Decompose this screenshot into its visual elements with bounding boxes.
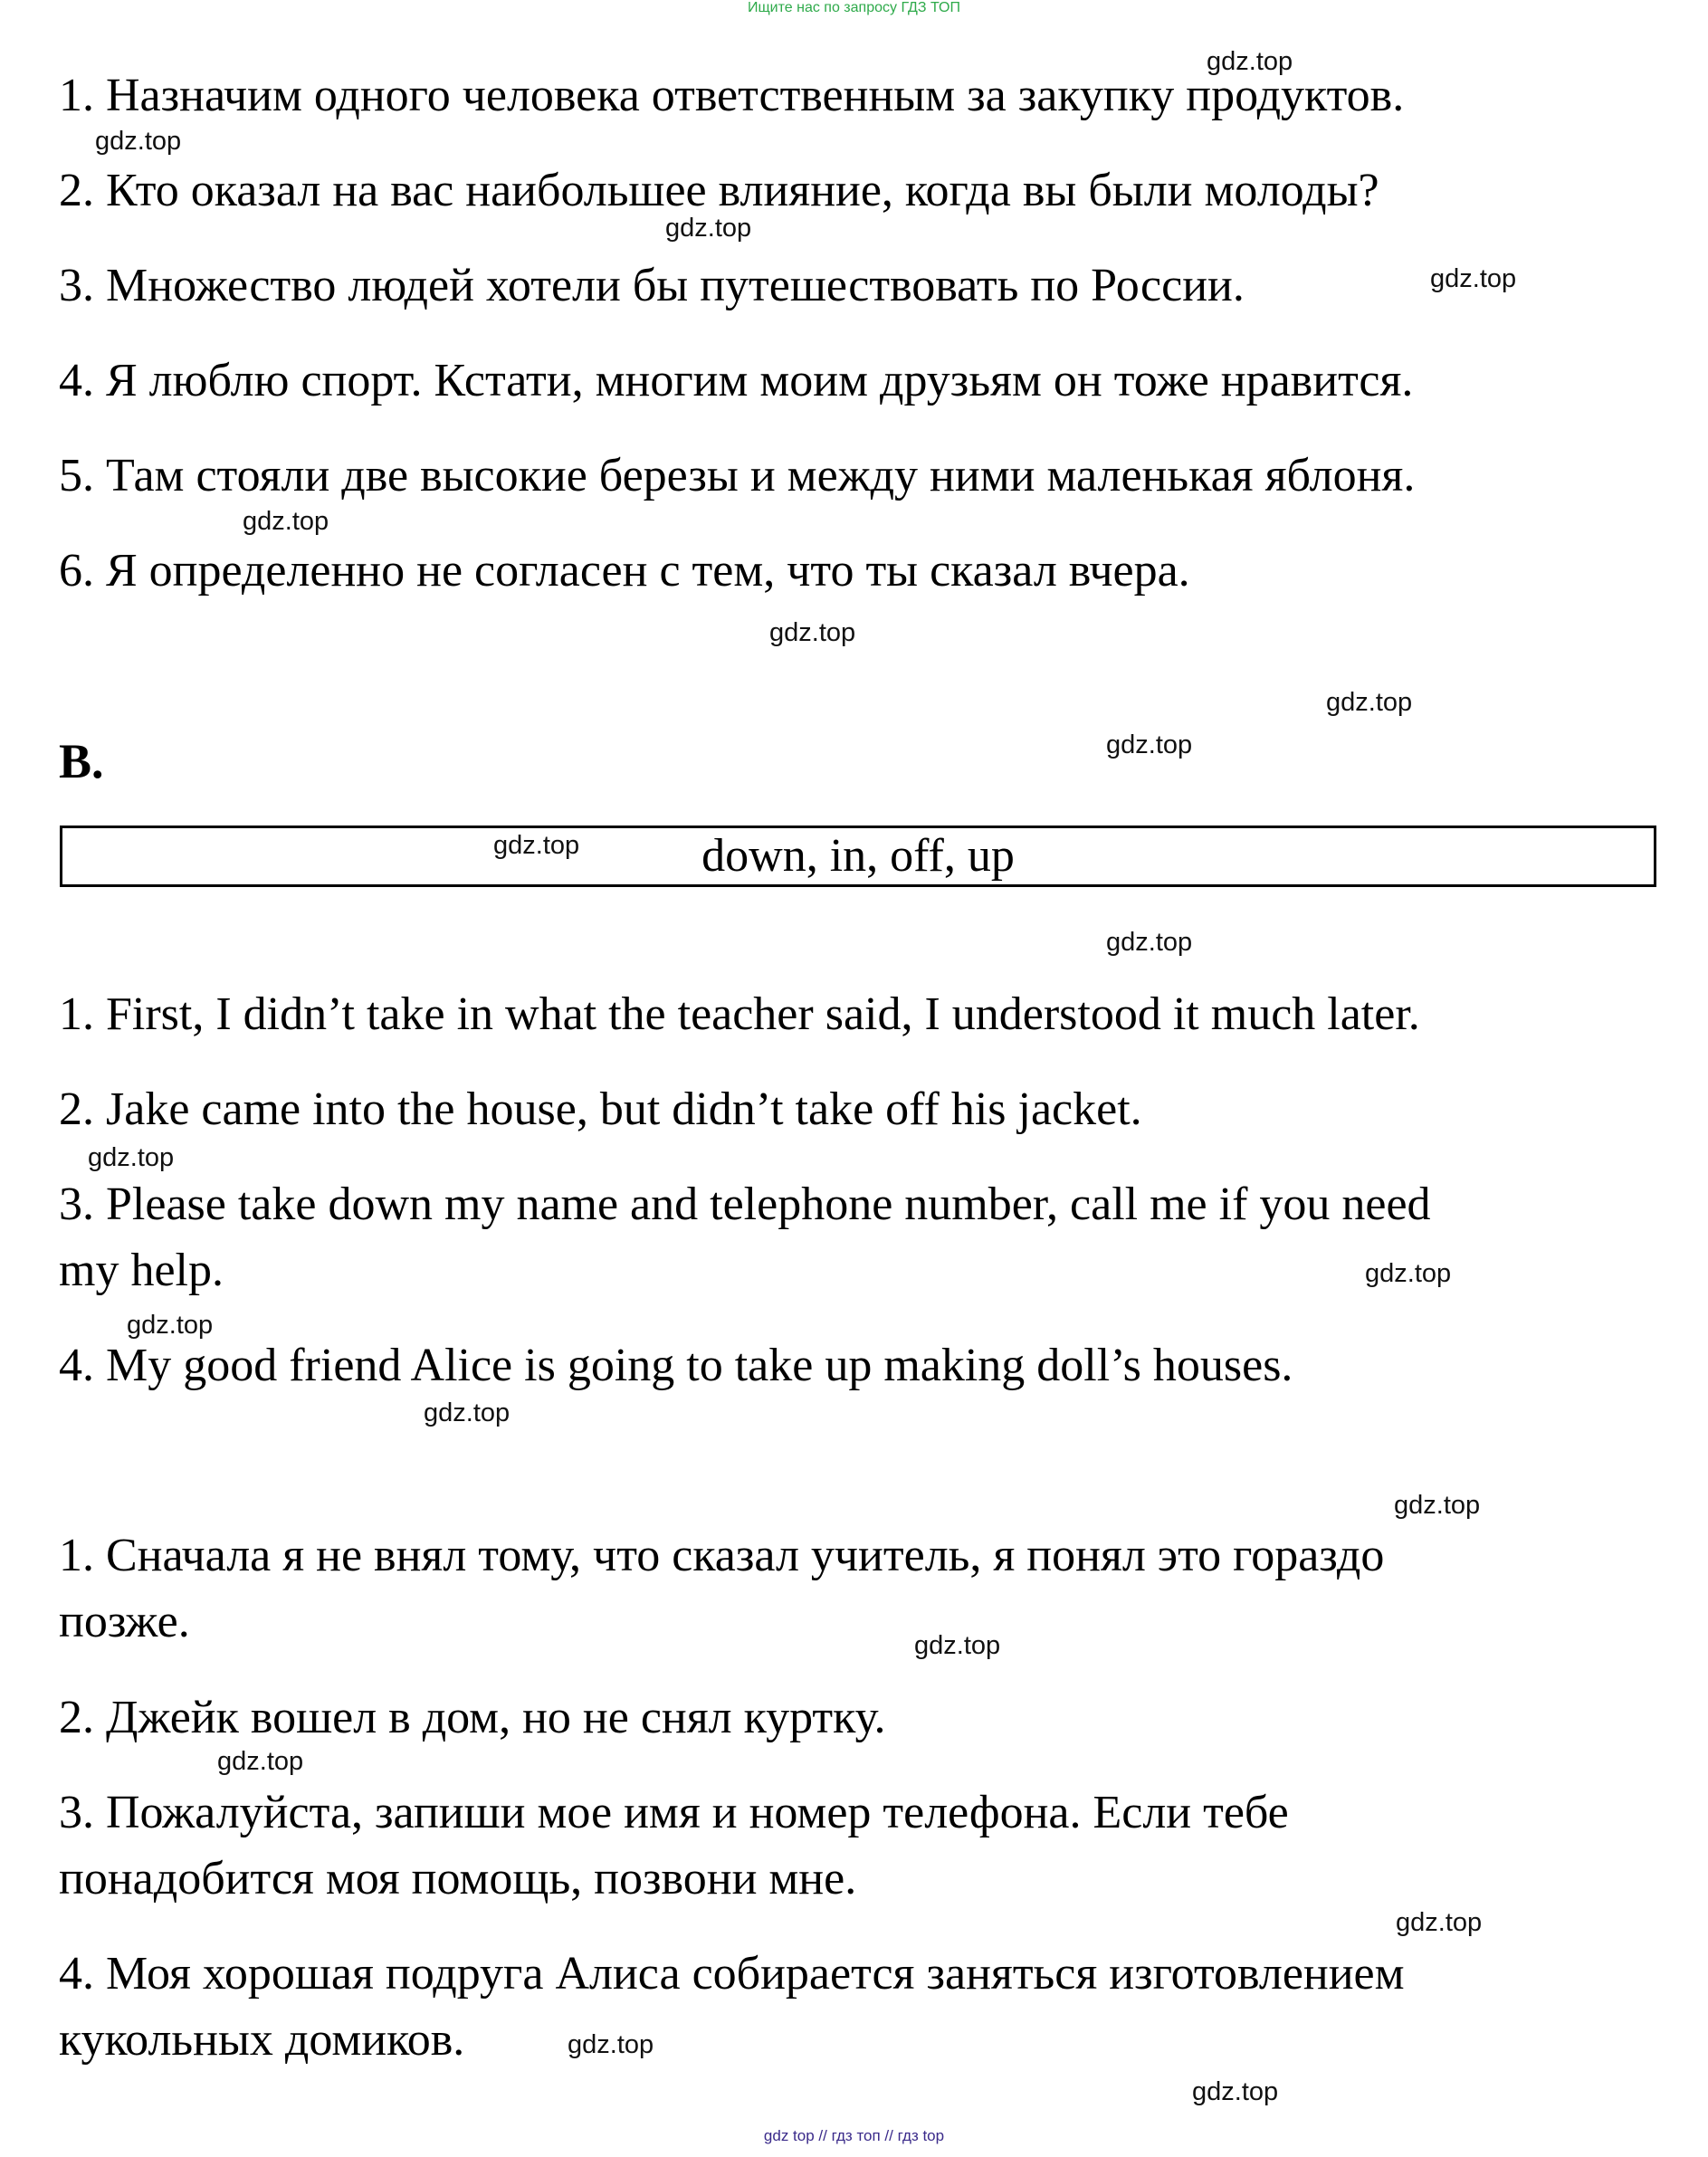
top-search-hint: Ищите нас по запросу ГДЗ ТОП xyxy=(748,0,960,15)
section-b-russian-item-1-line-2: позже. xyxy=(59,1596,190,1647)
watermark: gdz.top xyxy=(1192,2077,1279,2106)
footer-links: gdz top // гдз топ // гдз top xyxy=(763,2127,945,2144)
section-b-english-item-3-line-1: 3. Please take down my name and telephone number, call me if you need xyxy=(59,1179,1431,1230)
watermark: gdz.top xyxy=(665,214,752,243)
watermark: gdz.top xyxy=(1207,47,1293,76)
section-b-russian-item-3-line-2: понадобится моя помощь, позвони мне. xyxy=(59,1853,857,1904)
section-b-russian-item-2: 2. Джейк вошел в дом, но не снял куртку. xyxy=(59,1692,886,1743)
section-a-item-4: 4. Я люблю спорт. Кстати, многим моим друзьям он тоже нравится. xyxy=(59,355,1414,406)
section-b-russian-item-4-line-1: 4. Моя хорошая подруга Алиса собирается заняться изготовлением xyxy=(59,1948,1405,2000)
watermark: gdz.top xyxy=(243,507,329,536)
watermark: gdz.top xyxy=(1365,1259,1452,1288)
section-a-item-5: 5. Там стояли две высокие березы и между ними маленькая яблоня. xyxy=(59,450,1416,501)
section-a-item-6: 6. Я определенно не согласен с тем, что ты сказал вчера. xyxy=(59,545,1190,597)
section-b-english-item-2: 2. Jake came into the house, but didn’t take off his jacket. xyxy=(59,1083,1142,1135)
watermark: gdz.top xyxy=(1326,688,1413,717)
watermark: gdz.top xyxy=(95,127,182,156)
section-a-item-2: 2. Кто оказал на вас наибольшее влияние, когда вы были молоды? xyxy=(59,165,1379,216)
section-b-english-item-4: 4. My good friend Alice is going to take up making doll’s houses. xyxy=(59,1340,1293,1391)
watermark: gdz.top xyxy=(568,2030,654,2059)
section-b-english-item-1: 1. First, I didn’t take in what the teacher said, I understood it much later. xyxy=(59,988,1420,1040)
watermark: gdz.top xyxy=(127,1311,214,1340)
watermark: gdz.top xyxy=(914,1631,1001,1660)
watermark: gdz.top xyxy=(424,1398,510,1427)
watermark: gdz.top xyxy=(217,1747,304,1776)
watermark: gdz.top xyxy=(88,1143,175,1172)
watermark: gdz.top xyxy=(769,618,856,647)
section-b-russian-item-1-line-1: 1. Сначала я не внял тому, что сказал учитель, я понял это гораздо xyxy=(59,1530,1385,1581)
watermark: gdz.top xyxy=(493,831,580,860)
section-b-russian-item-3-line-1: 3. Пожалуйста, запиши мое имя и номер телефона. Если тебе xyxy=(59,1787,1289,1838)
watermark: gdz.top xyxy=(1430,264,1517,293)
section-b-russian-item-4-line-2: кукольных домиков. xyxy=(59,2014,465,2066)
section-b-english-item-3-line-2: my help. xyxy=(59,1245,224,1296)
section-a-item-1: 1. Назначим одного человека ответственным за закупку продуктов. xyxy=(59,70,1405,121)
watermark: gdz.top xyxy=(1396,1908,1483,1937)
word-box: down, in, off, up xyxy=(60,826,1656,887)
watermark: gdz.top xyxy=(1106,928,1193,957)
section-b-heading: B. xyxy=(59,734,104,788)
section-a-item-3: 3. Множество людей хотели бы путешествовать по России. xyxy=(59,260,1245,311)
watermark: gdz.top xyxy=(1394,1491,1481,1520)
watermark: gdz.top xyxy=(1106,730,1193,759)
